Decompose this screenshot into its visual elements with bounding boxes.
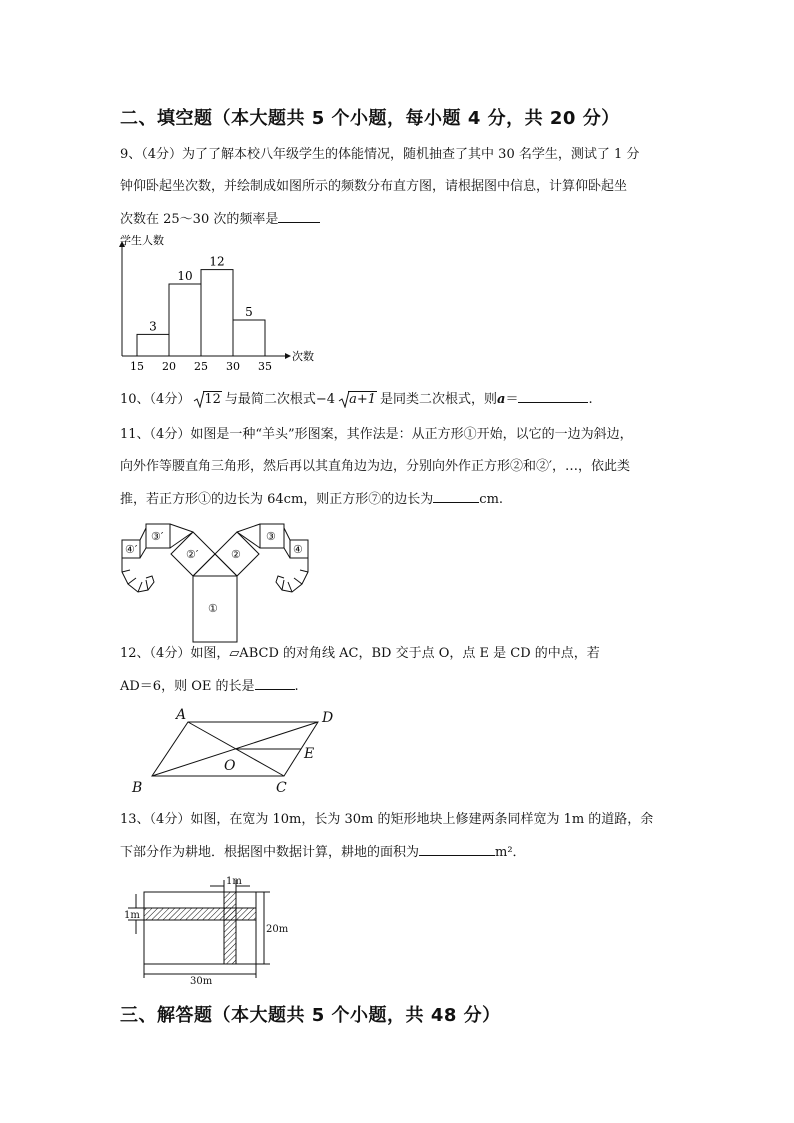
q10-prefix: 10、（4分）	[120, 392, 191, 407]
label-right-20m: 20m	[266, 924, 289, 935]
x-tick-label: 35	[258, 360, 272, 372]
q12-line2-text: AD＝6，则 OE 的长是	[120, 679, 255, 694]
q10-radicand2: a+1	[349, 392, 376, 407]
q11-answer-blank	[433, 490, 479, 503]
connector-left-top	[170, 524, 193, 532]
point-c: C	[276, 780, 287, 796]
q12-line1: 12、（4分）如图，▱ABCD 的对角线 AC，BD 交于点 O，点 E 是 CD 的中点，若	[120, 646, 600, 661]
bar-value-label: 3	[149, 319, 157, 334]
q13-answer-blank	[419, 843, 495, 856]
histogram-bar	[137, 334, 169, 356]
q10: 10、（4分） 12 与最简二次根式−4 a+1 是同类二次根式，则a＝ .	[120, 392, 593, 407]
histogram-bar	[233, 320, 265, 356]
point-a: A	[176, 707, 187, 723]
x-tick-label: 20	[162, 360, 176, 372]
bar-value-label: 5	[245, 305, 253, 319]
label-square-1: ①	[208, 602, 218, 615]
q10-sqrt1	[193, 391, 222, 409]
point-e: E	[304, 746, 315, 762]
bar-value-label: 12	[209, 254, 225, 269]
sqrt-sign-icon	[338, 390, 350, 408]
q11-unit: cm.	[479, 492, 504, 507]
connector-left-2	[140, 528, 146, 558]
vertical-road	[224, 892, 236, 964]
label-square-3-prime: ③′	[151, 530, 164, 543]
q10-var: a	[497, 392, 506, 407]
sqrt-sign-icon	[193, 390, 205, 408]
section-3-title: 三、解答题（本大题共 5 个小题，共 48 分）	[120, 1005, 501, 1026]
left-curl	[122, 558, 154, 592]
q9-line1: 9、（4分）为了了解本校八年级学生的体能情况，随机抽查了其中 30 名学生，测试了 1 分	[120, 147, 640, 162]
q10-suffix: 是同类二次根式，则	[379, 392, 497, 407]
x-tick-label: 30	[226, 360, 240, 372]
q10-coef: −4	[315, 392, 336, 407]
q10-radicand1: 12	[204, 392, 221, 407]
q12-parallelogram-figure	[128, 706, 348, 798]
q11-line3	[120, 490, 503, 509]
q12-answer-blank	[255, 677, 295, 690]
q13-line1: 13、（4分）如图，在宽为 10m，长为 30m 的矩形地块上修建两条同样宽为 1m 的道路，余	[120, 812, 654, 827]
q10-answer-blank	[518, 390, 588, 403]
q13-line2	[120, 843, 526, 862]
q13-field-figure	[118, 874, 298, 986]
q10-sqrt2	[338, 391, 377, 409]
field-rectangle	[144, 892, 256, 964]
q9-answer-blank	[278, 210, 320, 223]
q9-line3-text: 次数在 25～30 次的频率是	[120, 212, 279, 227]
point-d: D	[322, 710, 334, 726]
point-o: O	[224, 758, 236, 774]
q11-ram-head-figure	[116, 518, 316, 648]
histogram-bar	[201, 270, 233, 356]
label-square-2-prime: ②′	[186, 548, 199, 561]
q9-histogram	[112, 232, 322, 372]
label-left-1m: 1m	[124, 910, 140, 921]
q10-eq: ＝	[505, 392, 519, 407]
connector-right-2	[284, 528, 290, 558]
q10-mid: 与最简二次根式	[224, 392, 316, 407]
x-axis-label: 次数	[292, 350, 314, 363]
q9-line2: 钟仰卧起坐次数，并绘制成如图所示的频数分布直方图，请根据图中信息，计算仰卧起坐	[120, 179, 628, 194]
y-axis-label: 学生人数	[120, 234, 164, 247]
connector-right-top	[237, 524, 260, 532]
q12-line2: AD＝6，则 OE 的长是 .	[120, 679, 299, 694]
bar-value-label: 10	[177, 269, 193, 283]
label-square-2: ②	[231, 548, 241, 561]
q11-line1: 11、（4分）如图是一种“羊头”形图案，其作法是：从正方形①开始，以它的一边为斜边，	[120, 427, 633, 442]
connector-right	[237, 532, 260, 548]
label-bottom-30m: 30m	[190, 976, 213, 986]
q13-line2-text: 下部分作为耕地．根据图中数据计算，耕地的面积为	[120, 845, 420, 860]
label-square-4: ④	[293, 543, 303, 556]
x-tick-label: 15	[130, 360, 144, 372]
connector-left	[170, 532, 193, 548]
point-b: B	[132, 780, 143, 796]
label-square-4-prime: ④′	[125, 543, 138, 556]
q11-line2: 向外作等腰直角三角形，然后再以其直角边为边，分别向外作正方形②和②′，…，依此类	[120, 459, 630, 474]
x-tick-label: 25	[194, 360, 208, 372]
bars-group	[137, 255, 265, 356]
section-2-title: 二、填空题（本大题共 5 个小题，每小题 4 分，共 20 分）	[120, 108, 620, 129]
x-ticks-group	[130, 360, 272, 372]
histogram-bar	[169, 284, 201, 356]
q9-line3	[120, 210, 320, 229]
label-square-3: ③	[266, 530, 276, 543]
q11-line3-text: 推，若正方形①的边长为 64cm，则正方形⑦的边长为	[120, 492, 434, 507]
horizontal-road	[144, 908, 256, 920]
right-curl	[276, 558, 308, 592]
q13-unit: m²．	[495, 845, 526, 860]
label-top-1m: 1m	[226, 876, 242, 887]
